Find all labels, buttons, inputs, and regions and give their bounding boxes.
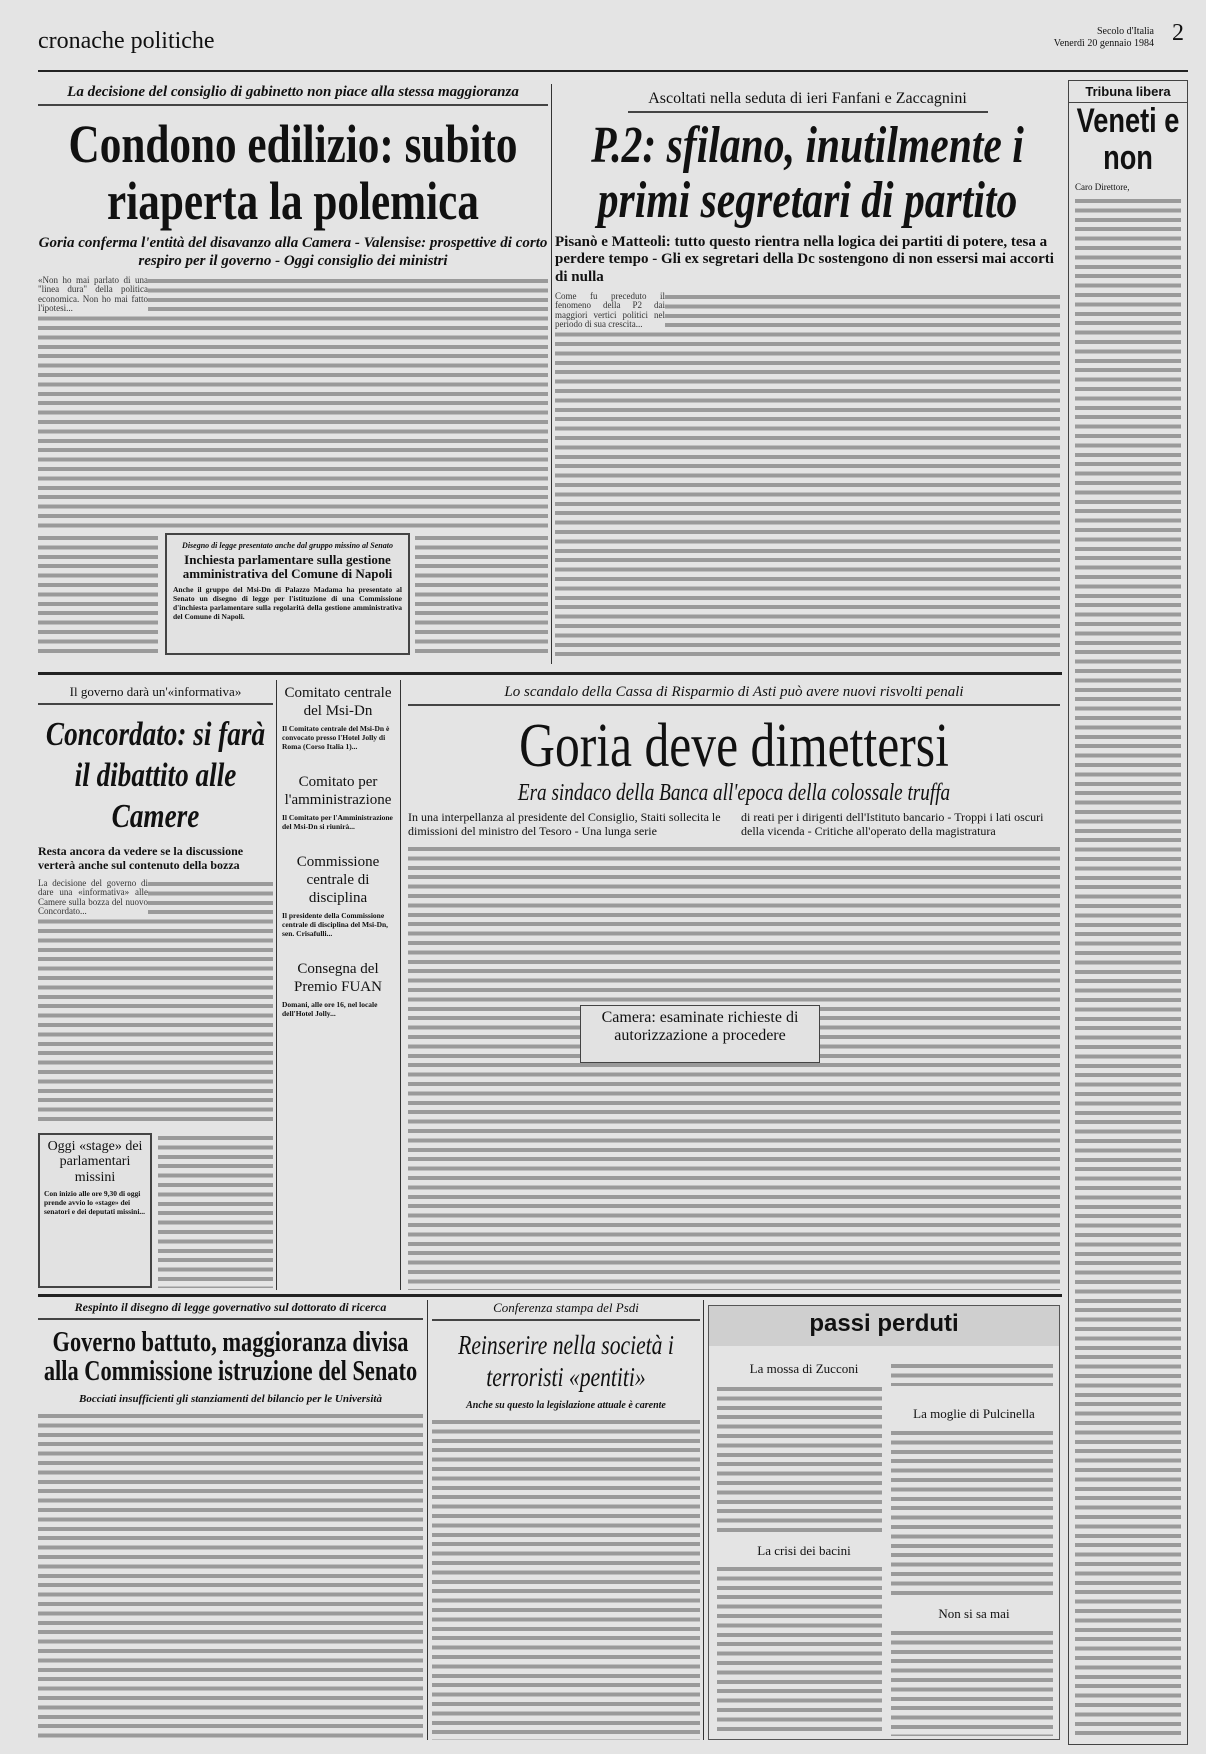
kicker: Disegno di legge presentato anche dal gruppo missino al Senato <box>182 541 393 550</box>
notices-column <box>282 684 394 1288</box>
notice-headline: Comitato centrale del Msi-Dn <box>284 685 392 719</box>
deck-left: In una interpellanza al presidente del Consiglio, Staiti sollecita le dimissioni del ministro del Tesoro - Una lunga serie <box>408 810 721 839</box>
item-heading: La moglie di Pulcinella <box>913 1406 1035 1421</box>
body-text-columns <box>717 1564 882 1736</box>
headline: Governo battuto, maggioranza divisa alla Commissione istruzione del Senato <box>43 1327 418 1388</box>
body-text-columns <box>38 1411 423 1740</box>
article-condono <box>38 84 548 529</box>
deck-right: di reati per i dirigenti dell'Istituto bancario - Troppi i lati oscuri della vicenda - Critiche all'operato della magistratura <box>741 810 1044 839</box>
body-text-columns <box>38 276 548 529</box>
notice-text: Domani, alle ore 16, nel locale dell'Hotel Jolly... <box>282 1000 378 1018</box>
subtitle: Era sindaco della Banca all'epoca della colossale truffa <box>517 780 951 807</box>
body-text-columns <box>891 1361 1053 1386</box>
subtitle: Bocciati insufficienti gli stanziamenti del bilancio per le Università <box>79 1392 382 1405</box>
kicker: Ascoltati nella seduta di ieri Fanfani e Zaccagnini <box>628 90 988 113</box>
notice <box>282 853 394 938</box>
subtitle: Goria conferma l'entità del disavanzo alla Camera - Valensise: prospettive di corto respiro per il governo - Oggi consiglio dei ministri <box>38 235 548 269</box>
notice-text: Il Comitato per l'Amministrazione del Msi-Dn si riunirà... <box>282 813 393 831</box>
masthead-rule <box>38 70 1188 72</box>
notice-text: Il presidente della Commissione centrale di disciplina del Msi-Dn, sen. Crisafulli... <box>282 911 389 938</box>
article-lead: Come fu preceduto il fenomeno della P2 dai maggiori vertici politici nel periodo di sua crescita... <box>555 290 665 330</box>
body-text-columns <box>415 533 548 655</box>
body-text-columns <box>158 1133 273 1288</box>
passi-perduti <box>708 1305 1060 1740</box>
column-label: Tribuna libera <box>1069 81 1187 103</box>
notice-headline: Commissione centrale di disciplina <box>296 854 380 906</box>
kicker: Il governo darà un'«informativa» <box>38 684 273 705</box>
kicker: Lo scandalo della Cassa di Risparmio di Asti può avere nuovi risvolti penali <box>408 684 1060 706</box>
paper-name: Secolo d'Italia <box>1096 26 1154 37</box>
article-lead: La decisione del governo di dare una «informativa» alle Camere sulla bozza del nuovo Concordato... <box>38 877 148 917</box>
kicker: Respinto il disegno di legge governativo sul dottorato di ricerca <box>38 1300 423 1320</box>
article-psdi <box>432 1300 700 1740</box>
subtitle: Anche su questo la legislazione attuale è carente <box>466 1399 666 1411</box>
article-concordato <box>38 684 273 1126</box>
article-goria <box>408 684 1060 1290</box>
page-number: 2 <box>1172 20 1184 46</box>
column-title: passi perduti <box>709 1306 1059 1346</box>
article-lead: Con inizio alle ore 9,30 di oggi prende avvio lo «stage» dei senatori e dei deputati missini... <box>44 1189 146 1217</box>
notice-text: Il Comitato centrale del Msi-Dn è convocato presso l'Hotel Jolly di Roma (Corso Italia 1)... <box>282 724 390 751</box>
headline: P.2: sfilano, inutilmente i primi segretari di partito <box>591 117 1024 229</box>
kicker: La decisione del consiglio di gabinetto non piace alla stessa maggioranza <box>38 84 548 106</box>
article-senato <box>38 1300 423 1740</box>
body-text-columns <box>717 1384 882 1534</box>
headline: Goria deve dimettersi <box>519 712 949 780</box>
article-lead: Anche il gruppo del Msi-Dn di Palazzo Madama ha presentato al Senato un disegno di legge per l'istituzione di una Commissione d'inchiesta parlamentare sulla regolarità della gestione amministrativa del Comune di Napoli. <box>173 584 402 621</box>
article-napoli <box>165 533 410 655</box>
article-lead: «Non ho mai parlato di una "linea dura" della politica economica. Non ho mai fatto l'ipotesi... <box>38 274 148 314</box>
body-text-columns <box>891 1428 1053 1598</box>
item-heading: La crisi dei bacini <box>757 1543 851 1558</box>
body-text-columns <box>1075 196 1181 1738</box>
subtitle: Pisanò e Matteoli: tutto questo rientra nella logica dei partiti di potere, tesa a perdere tempo - Gli ex segretari della Dc sostengono di non essersi mai accorti di nulla <box>555 234 1054 285</box>
section-title: cronache politiche <box>38 28 215 54</box>
salutation: Caro Direttore, <box>1075 181 1130 192</box>
body-text-columns <box>432 1417 700 1740</box>
item-heading: La mossa di Zucconi <box>749 1361 859 1376</box>
notice <box>282 684 394 751</box>
notice <box>282 773 394 831</box>
headline: Concordato: si farà il dibattito alle Camere <box>45 716 266 835</box>
issue-date: Venerdì 20 gennaio 1984 <box>1053 38 1154 49</box>
headline: Reinserire nella società i terroristi «pentiti» <box>458 1330 674 1393</box>
kicker: Conferenza stampa del Psdi <box>432 1300 700 1321</box>
body-text-columns <box>408 844 1060 1290</box>
body-text-columns <box>891 1628 1053 1736</box>
headline: Veneti e non <box>1076 102 1180 178</box>
headline: Camera: esaminate richieste di autorizzazione a procedere <box>601 1009 799 1045</box>
headline: Condono edilizio: subito riaperta la polemica <box>68 114 518 231</box>
article-p2 <box>555 84 1060 657</box>
article-stages <box>38 1133 152 1288</box>
item-heading: Non si sa mai <box>938 1606 1010 1621</box>
notice <box>282 960 394 1018</box>
headline: Oggi «stage» dei parlamentari missini <box>47 1139 143 1185</box>
article-tribuna <box>1068 80 1188 1745</box>
dateline <box>1054 26 1154 50</box>
body-text-columns <box>38 533 158 655</box>
headline: Inchiesta parlamentare sulla gestione amministrativa del Comune di Napoli <box>182 552 393 582</box>
subtitle: Resta ancora da vedere se la discussione verterà anche sul contenuto della bozza <box>38 844 244 873</box>
body-text-columns <box>38 879 273 1126</box>
notice-headline: Consegna del Premio FUAN <box>294 961 382 995</box>
notice-headline: Comitato per l'amministrazione <box>284 774 392 808</box>
body-text-columns <box>555 292 1060 657</box>
article-camera <box>580 1005 820 1063</box>
